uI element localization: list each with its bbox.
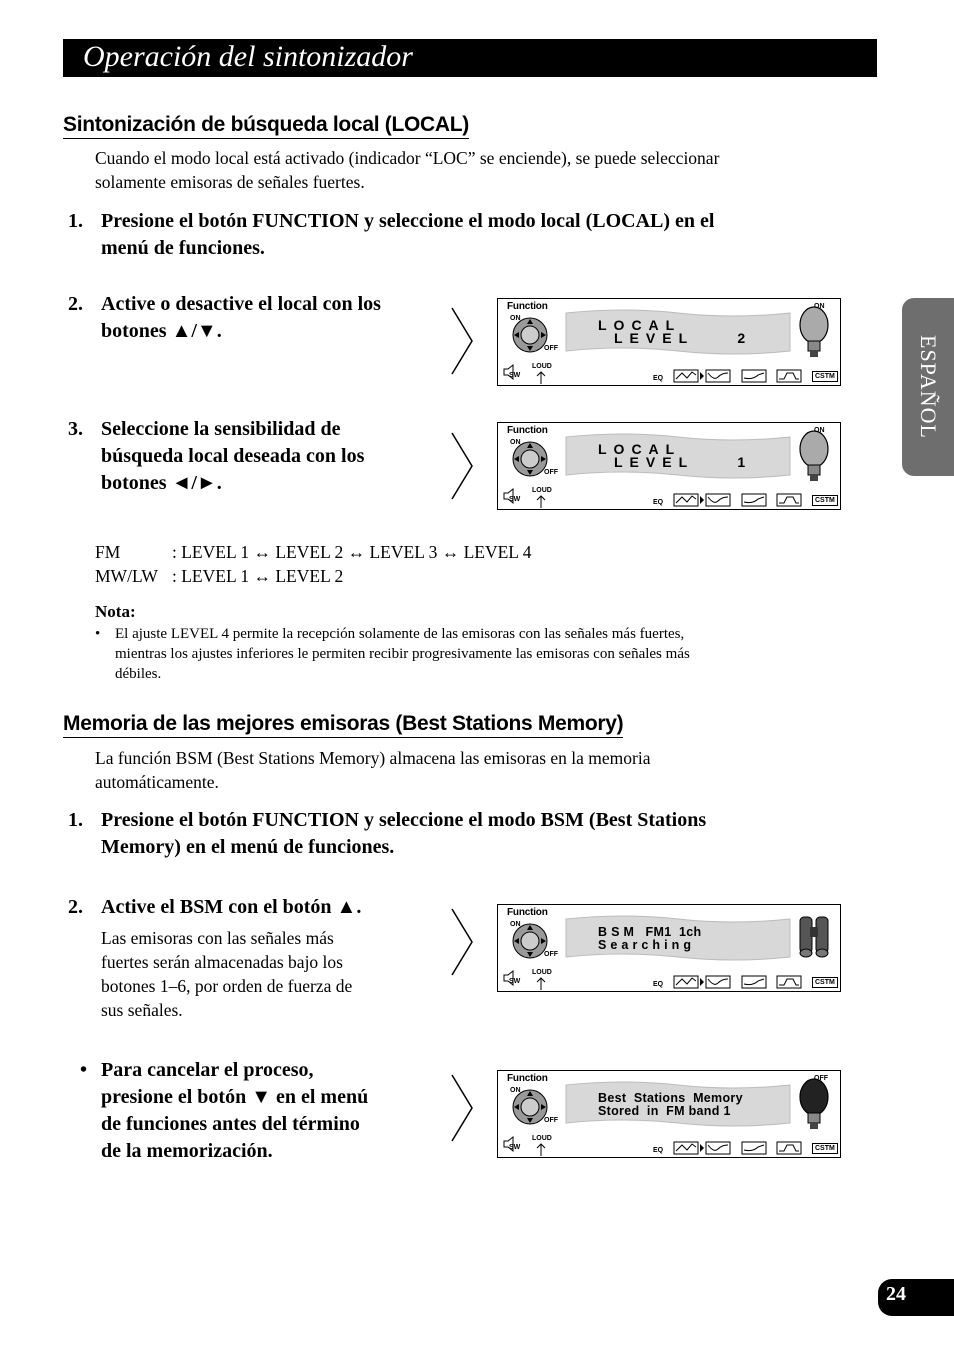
function-label: Function	[507, 301, 548, 312]
page-number-badge	[878, 1279, 954, 1316]
step-number: 1.	[68, 809, 83, 831]
loudness-icon	[534, 371, 548, 385]
loudness-icon	[534, 977, 548, 991]
step-text: Memory) en el menú de funciones.	[101, 836, 395, 858]
off-label: OFF	[544, 951, 558, 958]
bulb-off-icon	[794, 1073, 834, 1135]
loud-label: LOUD	[532, 363, 552, 370]
step-description: botones 1–6, por orden de fuerza de	[101, 976, 353, 996]
page-header	[63, 39, 877, 77]
step-text: Presione el botón FUNCTION y seleccione el modo BSM (Best Stations	[101, 809, 707, 831]
off-label: OFF	[544, 345, 558, 352]
step-text: botones ◄/►.	[101, 472, 222, 494]
section-bsm-intro-1: La función BSM (Best Stations Memory) almacena las emisoras en la memoria	[95, 748, 651, 768]
note-title: Nota:	[95, 602, 136, 621]
note-text: débiles.	[115, 666, 162, 682]
lcd-line-2: S e a r c h i n g	[598, 938, 692, 952]
language-tab-label: ESPAÑOL	[916, 335, 941, 439]
eq-curve-icons	[673, 493, 803, 507]
sw-label: SW	[509, 496, 521, 503]
mw-label: MW/LW	[95, 566, 158, 586]
off-label: OFF	[544, 469, 558, 476]
bulb-on-icon	[794, 425, 834, 487]
status-label: ON	[814, 427, 825, 434]
page-title: Operación del sintonizador	[83, 40, 413, 73]
step-arrow-icon	[450, 306, 474, 376]
language-tab	[902, 298, 954, 476]
sw-label: SW	[509, 978, 521, 985]
section-heading-bsm: Memoria de las mejores emisoras (Best Stations Memory)	[63, 712, 623, 738]
lcd-line-1: LOCAL	[598, 441, 682, 457]
off-label: OFF	[544, 1117, 558, 1124]
lcd-line-2: LEVEL 2	[614, 330, 753, 346]
loud-label: LOUD	[532, 969, 552, 976]
loudness-icon	[534, 495, 548, 509]
head-unit-display	[497, 904, 841, 992]
loudness-icon	[534, 1143, 548, 1157]
step-description: fuertes serán almacenadas bajo los	[101, 952, 343, 972]
on-label: ON	[510, 315, 521, 322]
status-label: OFF	[814, 1075, 828, 1082]
step-arrow-icon	[450, 1073, 474, 1143]
eq-label: EQ	[653, 375, 664, 382]
function-label: Function	[507, 907, 548, 918]
section-local-intro-2: solamente emisoras de señales fuertes.	[95, 172, 365, 192]
lcd-line-1: LOCAL	[598, 317, 682, 333]
eq-curve-icons	[673, 369, 803, 383]
cstm-label: CSTM	[812, 371, 838, 382]
lcd-line-2: LEVEL 1	[614, 454, 753, 470]
step-text: Active el BSM con el botón ▲.	[101, 896, 362, 918]
step-text: Presione el botón FUNCTION y seleccione el modo local (LOCAL) en el	[101, 210, 715, 232]
note-text: mientras los ajustes inferiores le permiten recibir progresivamente las emisoras con señales más	[115, 646, 690, 662]
section-bsm-intro-2: automáticamente.	[95, 772, 219, 792]
sw-label: SW	[509, 1144, 521, 1151]
function-label: Function	[507, 425, 548, 436]
note-bullet: •	[95, 626, 101, 642]
cancel-text: presione el botón ▼ en el menú	[101, 1086, 369, 1108]
function-label: Function	[507, 1073, 548, 1084]
bullet-marker: •	[80, 1059, 88, 1081]
step-number: 2.	[68, 293, 83, 315]
lcd-line-1: Best Stations Memory	[598, 1091, 743, 1105]
sw-label: SW	[509, 372, 521, 379]
step-description: sus señales.	[101, 1000, 183, 1020]
step-text: botones ▲/▼.	[101, 320, 222, 342]
fm-levels: : LEVEL 1 ↔ LEVEL 2 ↔ LEVEL 3 ↔ LEVEL 4	[172, 542, 532, 562]
cstm-label: CSTM	[812, 977, 838, 988]
lcd-line-2: Stored in FM band 1	[598, 1104, 731, 1118]
step-text: Active o desactive el local con los	[101, 293, 381, 315]
eq-label: EQ	[653, 1147, 664, 1154]
on-label: ON	[510, 1087, 521, 1094]
cstm-label: CSTM	[812, 495, 838, 506]
note-text: El ajuste LEVEL 4 permite la recepción solamente de las emisoras con las señales más fuertes,	[115, 626, 685, 642]
step-text: Seleccione la sensibilidad de	[101, 418, 341, 440]
step-text: menú de funciones.	[101, 237, 265, 259]
page-number: 24	[886, 1283, 906, 1305]
eq-label: EQ	[653, 981, 664, 988]
loud-label: LOUD	[532, 1135, 552, 1142]
step-number: 2.	[68, 896, 83, 918]
cancel-text: Para cancelar el proceso,	[101, 1059, 314, 1081]
head-unit-display	[497, 298, 841, 386]
step-arrow-icon	[450, 907, 474, 977]
step-number: 1.	[68, 210, 83, 232]
eq-curve-icons	[673, 1141, 803, 1155]
step-number: 3.	[68, 418, 83, 440]
loud-label: LOUD	[532, 487, 552, 494]
bulb-on-icon	[794, 301, 834, 363]
head-unit-display	[497, 1070, 841, 1158]
cancel-text: de funciones antes del término	[101, 1113, 360, 1135]
section-heading-local: Sintonización de búsqueda local (LOCAL)	[63, 113, 469, 139]
on-label: ON	[510, 439, 521, 446]
lcd-line-1: B S M FM1 1ch	[598, 925, 702, 939]
fm-label: FM	[95, 542, 121, 562]
eq-label: EQ	[653, 499, 664, 506]
section-local-intro-1: Cuando el modo local está activado (indicador “LOC” se enciende), se puede seleccionar	[95, 148, 720, 168]
head-unit-display	[497, 422, 841, 510]
step-arrow-icon	[450, 431, 474, 501]
status-label: ON	[814, 303, 825, 310]
step-description: Las emisoras con las señales más	[101, 928, 334, 948]
eq-curve-icons	[673, 975, 803, 989]
cstm-label: CSTM	[812, 1143, 838, 1154]
mw-levels: : LEVEL 1 ↔ LEVEL 2	[172, 566, 344, 586]
binoculars-icon	[794, 907, 834, 969]
step-text: búsqueda local deseada con los	[101, 445, 365, 467]
on-label: ON	[510, 921, 521, 928]
cancel-text: de la memorización.	[101, 1140, 273, 1162]
